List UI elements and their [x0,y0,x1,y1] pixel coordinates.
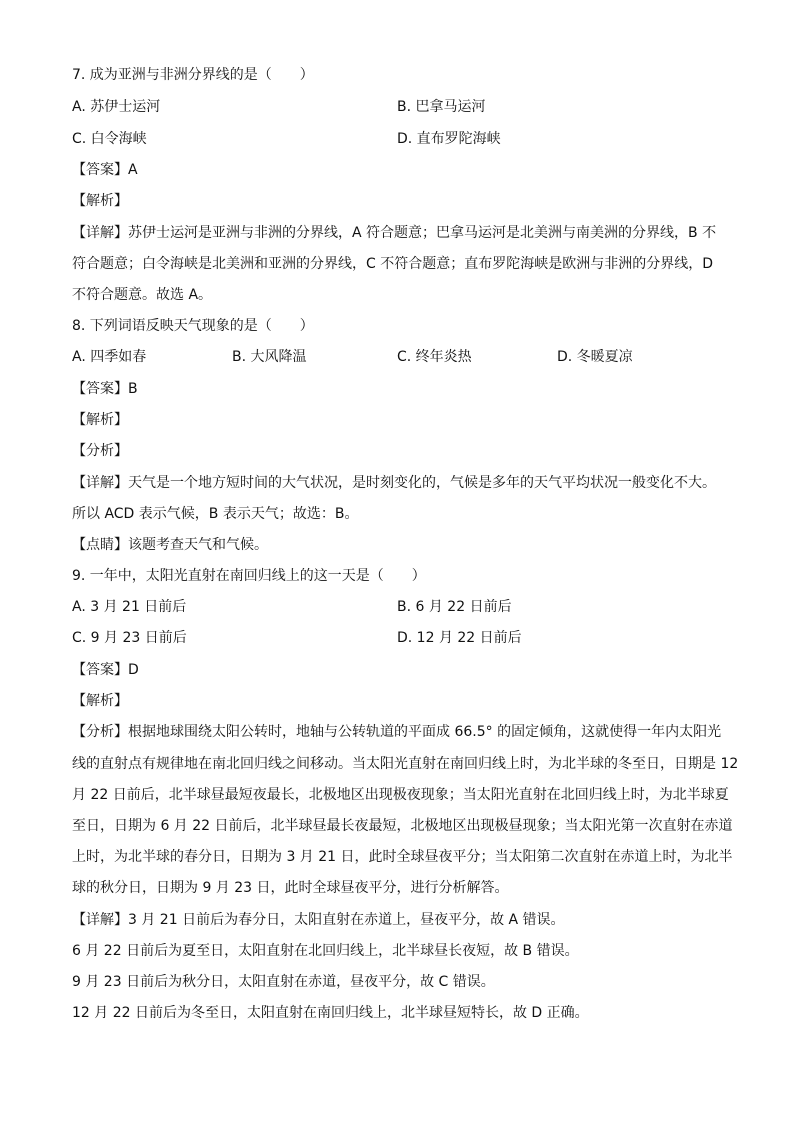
q7-option-a: A. 苏伊士运河 [72,99,161,115]
q9-detail-line: 6 月 22 日前后为夏至日，太阳直射在北回归线上，北半球昼长夜短，故 B 错误。 [72,943,579,959]
q9-fenxi-line: 【分析】根据地球围绕太阳公转时，地轴与公转轨道的平面成 66.5° 的固定倾角，这就使得一年内太阳光 [72,724,722,740]
q8-fenxi: 【分析】 [72,443,128,459]
q8-answer: 【答案】B [72,381,138,397]
q7-answer: 【答案】A [72,162,138,178]
q8-stem: 8. 下列词语反映天气现象的是（ ） [72,318,314,334]
q8-detail-line: 所以 ACD 表示气候，B 表示天气；故选：B。 [72,506,359,522]
q9-answer: 【答案】D [72,662,139,678]
q8-option-d: D. 冬暖夏凉 [557,349,633,365]
q9-analysis-title: 【解析】 [72,693,128,709]
q7-detail-line: 【详解】苏伊士运河是亚洲与非洲的分界线，A 符合题意；巴拿马运河是北美洲与南美洲的分界线，B 不 [72,225,717,241]
q9-option-a: A. 3 月 21 日前后 [72,599,187,615]
q7-option-b: B. 巴拿马运河 [397,99,486,115]
q8-analysis-title: 【解析】 [72,412,128,428]
q8-option-c: C. 终年炎热 [397,349,472,365]
q9-fenxi-line: 上时，为北半球的春分日，日期为 3 月 21 日，此时全球昼夜平分；当太阳第二次直射在赤道上时，为北半 [72,849,733,865]
q9-option-b: B. 6 月 22 日前后 [397,599,512,615]
q9-fenxi-line: 至日，日期为 6 月 22 日前后，北半球昼最长夜最短，北极地区出现极昼现象；当太阳光第一次直射在赤道 [72,818,733,834]
q9-option-d: D. 12 月 22 日前后 [397,630,522,646]
q8-option-a: A. 四季如春 [72,349,147,365]
q9-detail-line: 12 月 22 日前后为冬至日，太阳直射在南回归线上，北半球昼短特长，故 D 正确。 [72,1005,589,1021]
q7-analysis-title: 【解析】 [72,193,128,209]
q7-detail-line: 不符合题意。故选 A。 [72,287,213,303]
q8-dianjing: 【点睛】该题考查天气和气候。 [72,537,268,553]
q9-detail-line: 9 月 23 日前后为秋分日，太阳直射在赤道，昼夜平分，故 C 错误。 [72,974,495,990]
q8-detail-line: 【详解】天气是一个地方短时间的大气状况，是时刻变化的，气候是多年的天气平均状况一般变化不大。 [72,475,716,491]
q9-fenxi-line: 线的直射点有规律地在南北回归线之间移动。当太阳光直射在南回归线上时，为北半球的冬至日，日期是 12 [72,756,739,772]
q9-stem: 9. 一年中，太阳光直射在南回归线上的这一天是（ ） [72,568,426,584]
q9-detail-line: 【详解】3 月 21 日前后为春分日，太阳直射在赤道上，昼夜平分，故 A 错误。 [72,912,565,928]
q9-fenxi-line: 月 22 日前后，北半球昼最短夜最长，北极地区出现极夜现象；当太阳光直射在北回归线上时，为北半球夏 [72,787,729,803]
q7-detail-line: 符合题意；白令海峡是北美洲和亚洲的分界线，C 不符合题意；直布罗陀海峡是欧洲与非洲的分界线，D [72,256,714,272]
q9-fenxi-line: 球的秋分日，日期为 9 月 23 日，此时全球昼夜平分，进行分析解答。 [72,880,509,896]
q8-option-b: B. 大风降温 [232,349,307,365]
q9-option-c: C. 9 月 23 日前后 [72,630,187,646]
q7-option-d: D. 直布罗陀海峡 [397,131,501,147]
q7-option-c: C. 白令海峡 [72,131,147,147]
q7-stem: 7. 成为亚洲与非洲分界线的是（ ） [72,67,314,83]
